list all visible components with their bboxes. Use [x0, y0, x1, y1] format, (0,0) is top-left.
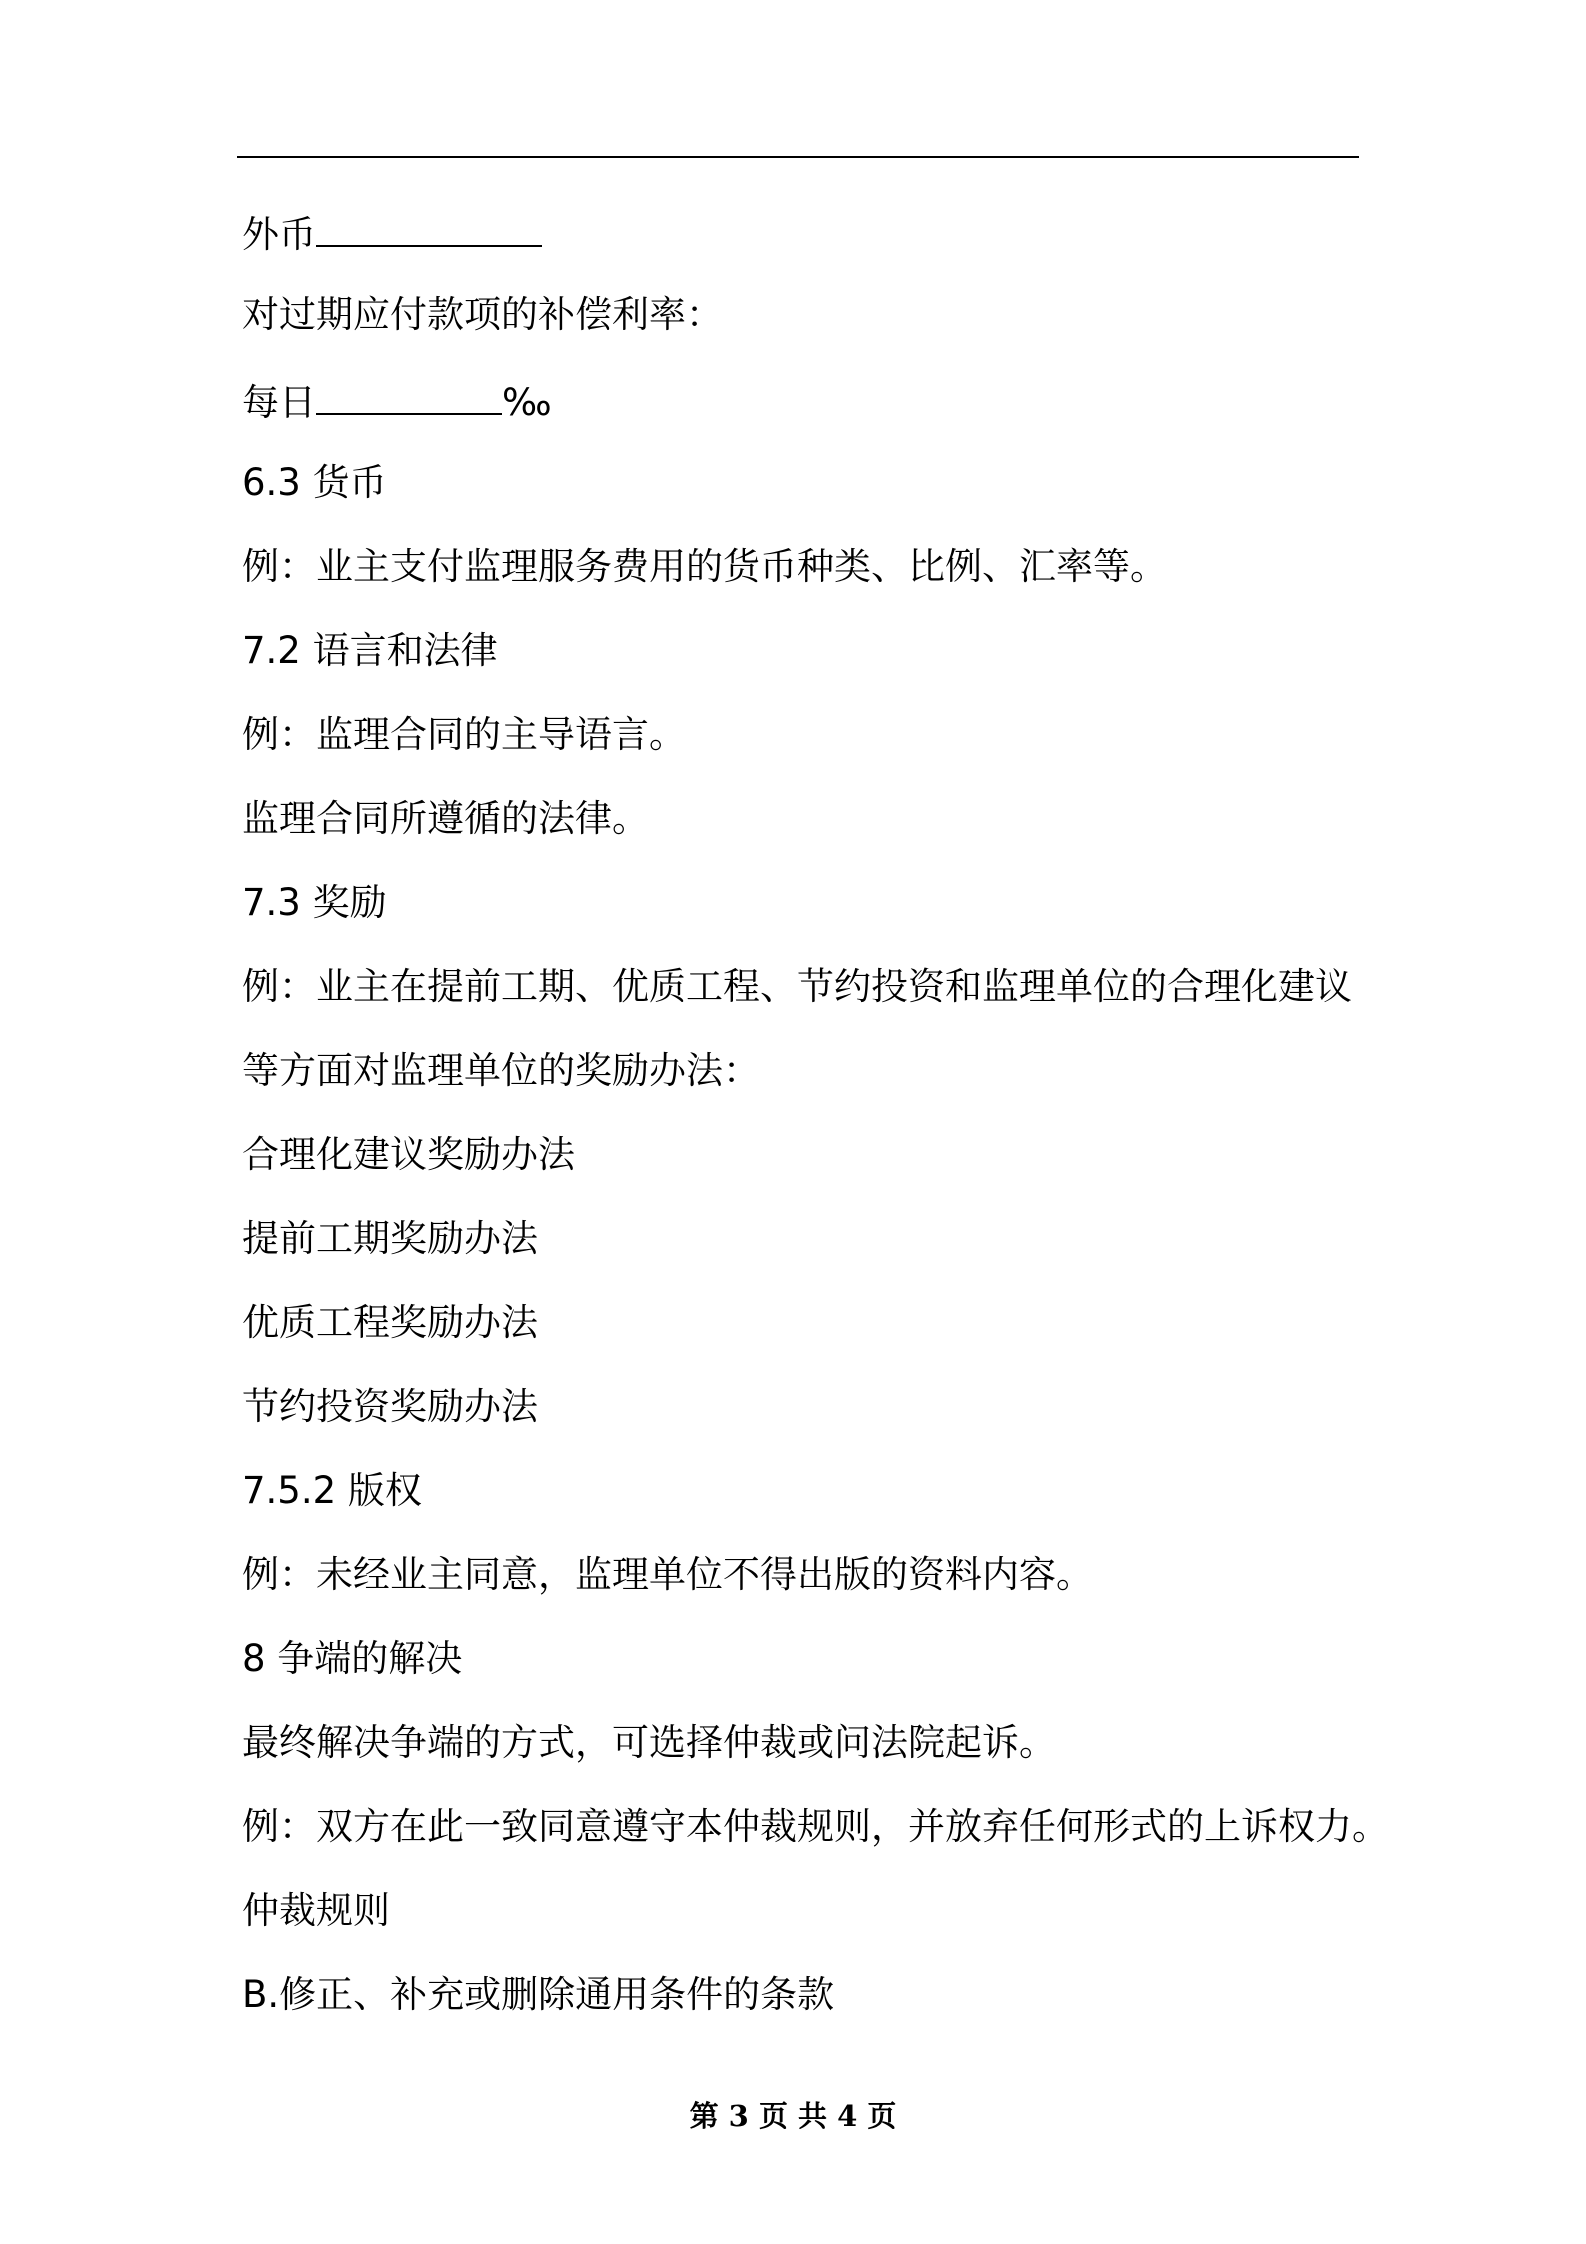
reward-item-quality: 优质工程奖励办法 — [242, 1301, 538, 1344]
header-rule — [237, 156, 1359, 158]
section-7-2-heading: 7.2 语言和法律 — [242, 629, 498, 672]
section-7-3-example-line1: 例：业主在提前工期、优质工程、节约投资和监理单位的合理化建议 — [242, 965, 1352, 1008]
foreign-currency-label: 外币 — [242, 213, 316, 256]
document-body — [242, 195, 1389, 2043]
daily-rate-blank[interactable] — [316, 363, 502, 415]
reward-item-schedule: 提前工期奖励办法 — [242, 1217, 538, 1260]
section-7-3-example-line2: 等方面对监理单位的奖励办法： — [242, 1049, 760, 1092]
overdue-interest-heading: 对过期应付款项的补偿利率： — [242, 293, 723, 336]
per-mille-sign: ‰ — [502, 381, 552, 424]
section-7-3-heading: 7.3 奖励 — [242, 881, 387, 924]
section-8-example: 例：双方在此一致同意遵守本仲裁规则，并放弃任何形式的上诉权力。 — [242, 1805, 1389, 1848]
section-7-2-law: 监理合同所遵循的法律。 — [242, 797, 649, 840]
daily-rate-line — [242, 363, 1382, 447]
part-b-heading: B.修正、补充或删除通用条件的条款 — [242, 1973, 835, 2016]
foreign-currency-blank[interactable] — [316, 195, 542, 247]
section-6-3-example: 例：业主支付监理服务费用的货币种类、比例、汇率等。 — [242, 545, 1167, 588]
section-8-method: 最终解决争端的方式，可选择仲裁或问法院起诉。 — [242, 1721, 1056, 1764]
section-7-5-2-heading: 7.5.2 版权 — [242, 1469, 422, 1512]
reward-item-savings: 节约投资奖励办法 — [242, 1385, 538, 1428]
page-number-footer: 第 3 页 共 4 页 — [689, 2099, 897, 2133]
daily-rate-label: 每日 — [242, 381, 316, 424]
section-7-2-example: 例：监理合同的主导语言。 — [242, 713, 686, 756]
section-8-heading: 8 争端的解决 — [242, 1637, 463, 1680]
arbitration-rules: 仲裁规则 — [242, 1889, 390, 1932]
reward-item-suggestion: 合理化建议奖励办法 — [242, 1133, 575, 1176]
foreign-currency-line — [242, 195, 1382, 279]
section-7-5-2-example: 例：未经业主同意，监理单位不得出版的资料内容。 — [242, 1553, 1093, 1596]
section-6-3-heading: 6.3 货币 — [242, 461, 387, 504]
